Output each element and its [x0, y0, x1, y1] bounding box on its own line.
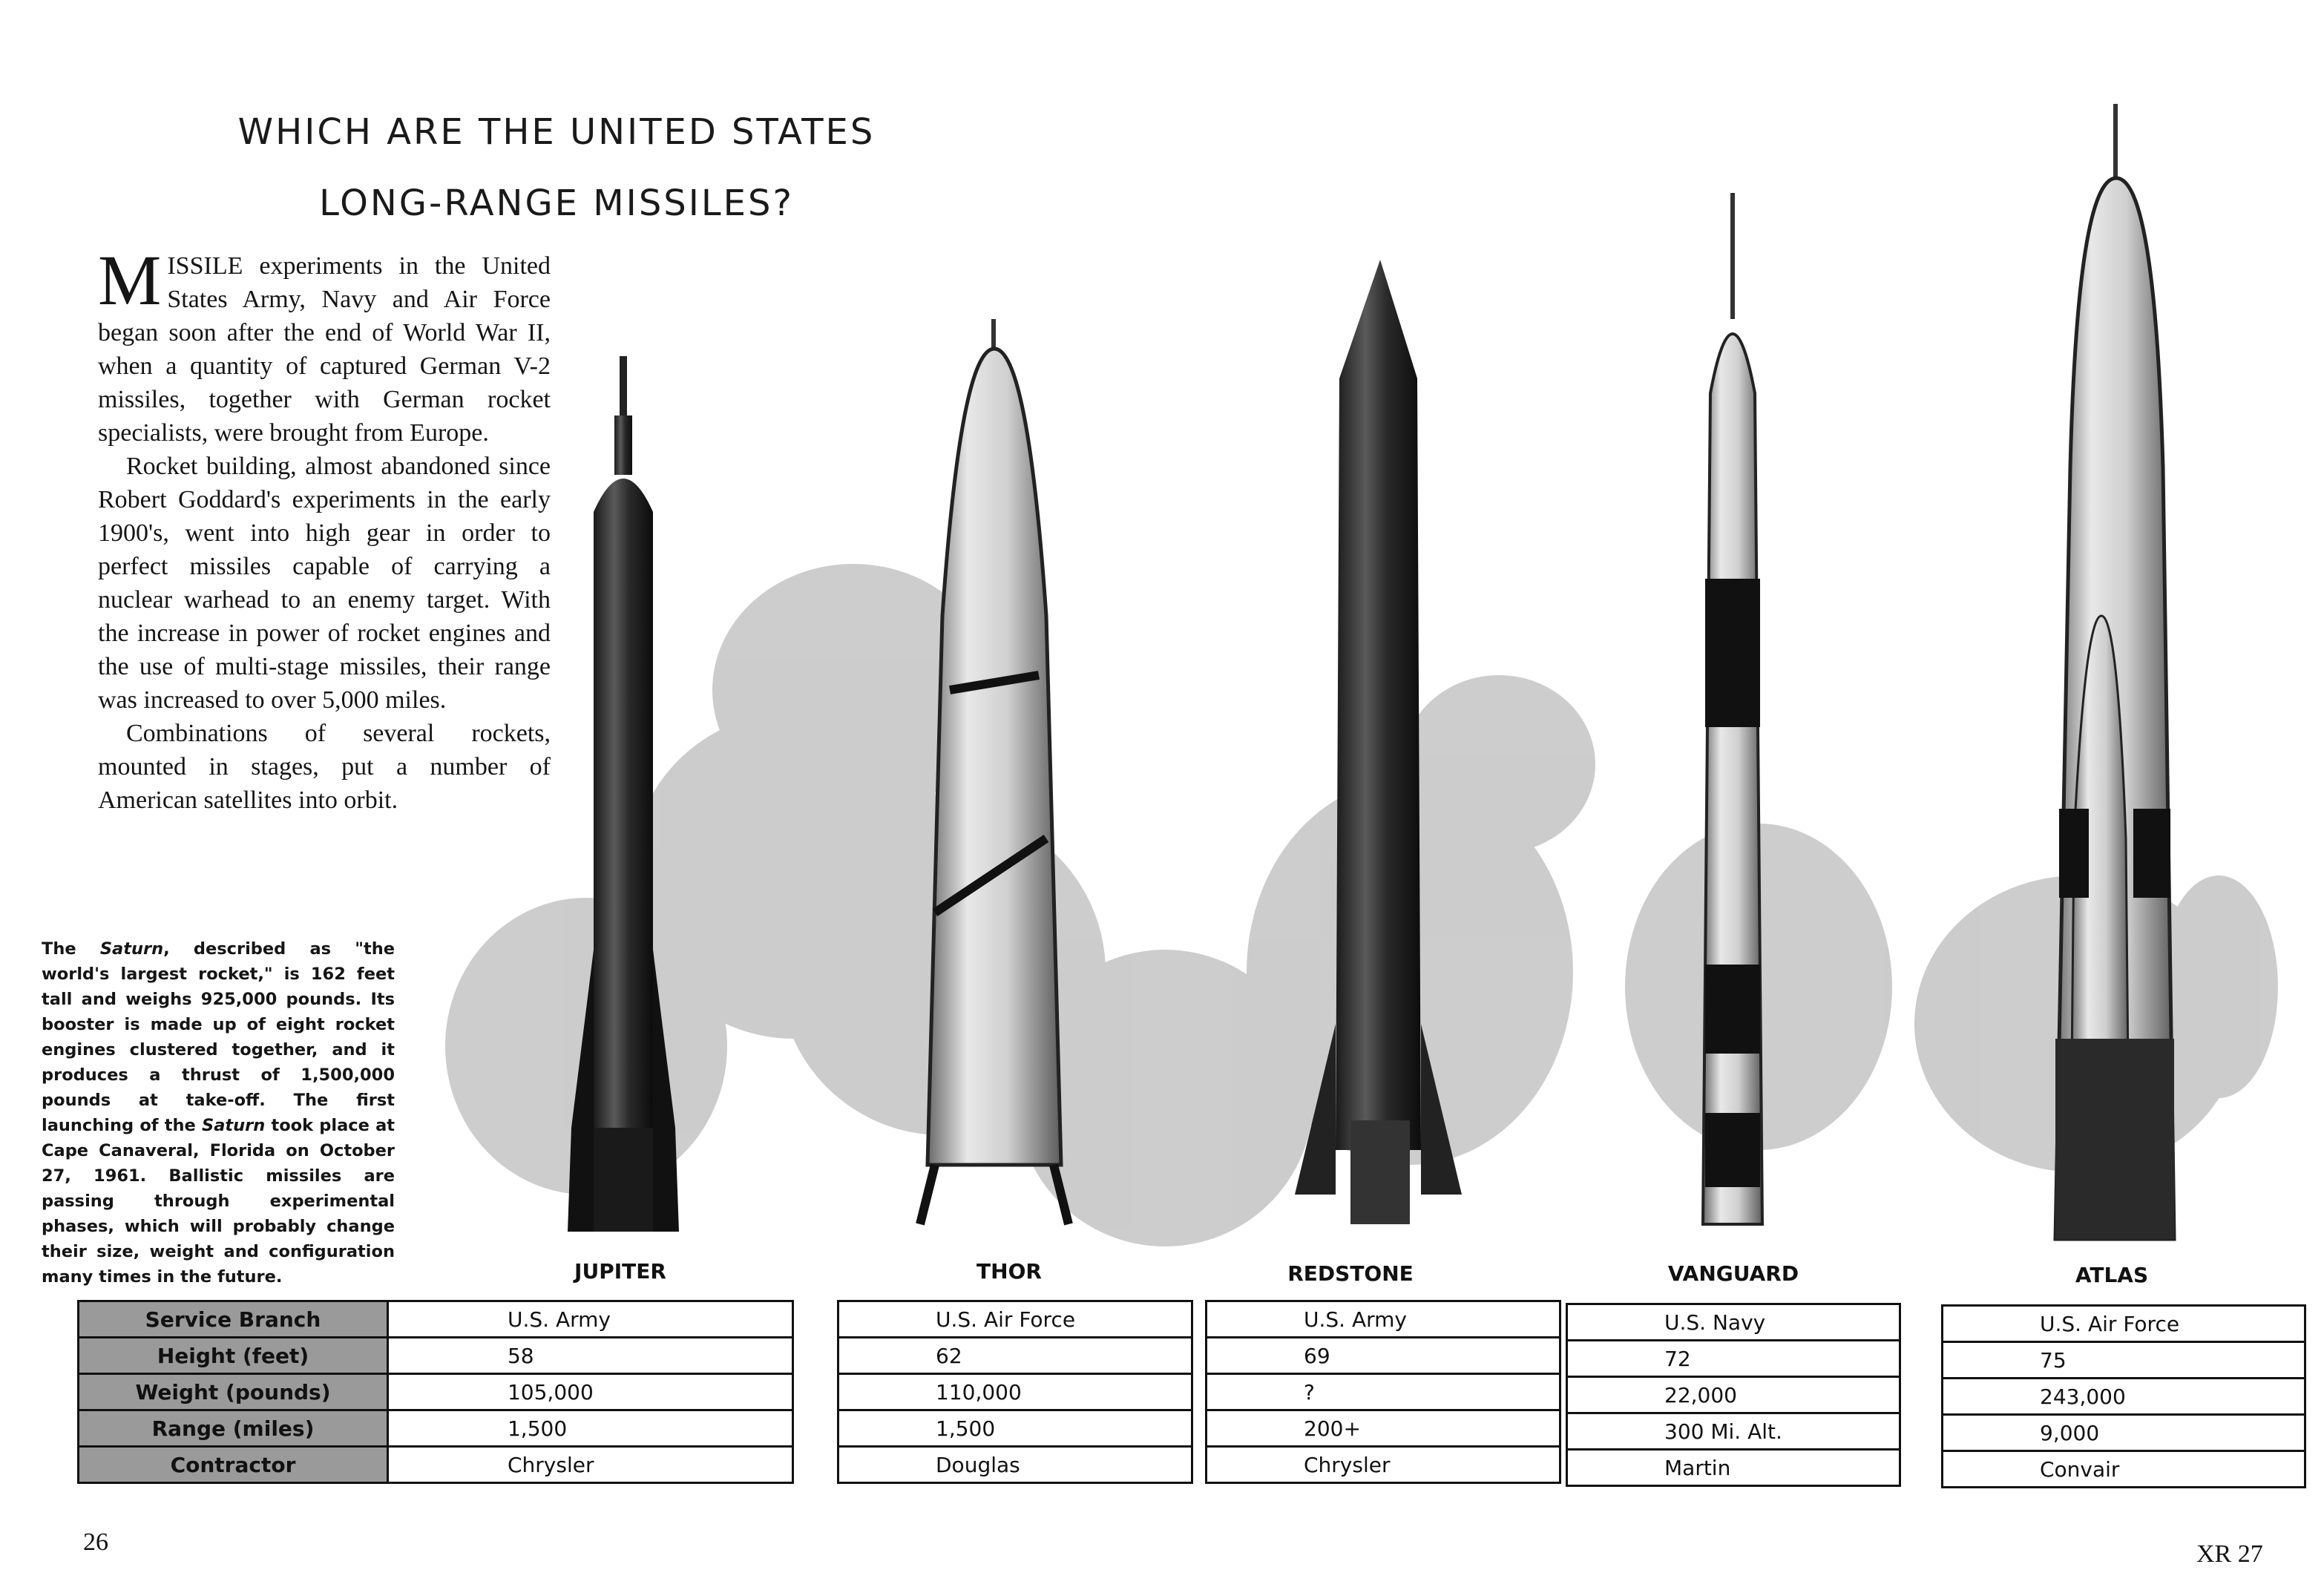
missile-illustration	[423, 96, 2278, 1246]
table-row: 110,000	[838, 1374, 1192, 1410]
saturn-caption: The Saturn, described as "the world's largest rocket," is 162 feet tall and weighs 925,000 pounds. Its booster is made up of eight rocket engines clustered together, and it produces a thrust of 1,500,000 pounds at take-off. The first launching of the Saturn took place at Cape Canaveral, Florida on October 27, 1961. Ballistic missiles are passing through experimental phases, which will probably change their size, weight and configuration many times in the future.	[42, 939, 395, 1287]
table-row: 62	[838, 1338, 1192, 1374]
table-row: U.S. Army	[1207, 1301, 1560, 1338]
table-row: Douglas	[838, 1447, 1192, 1483]
title-line-2: LONG-RANGE MISSILES?	[319, 183, 794, 224]
table-row: Contractor Chrysler	[79, 1447, 793, 1483]
intro-paragraph-2: Rocket building, almost abandoned since Robert Goddard's experiments in the early 1900's, went into high gear in order to perfect missiles capable of carrying a nuclear warhead to an enemy target. With the increase in power of rocket engines and the use of multi-stage missiles, their range was increased to over 5,000 miles.	[98, 453, 551, 714]
missile-name-redstone: REDSTONE	[1287, 1261, 1414, 1286]
atlas-rocket	[2055, 104, 2174, 1239]
table-row: 1,500	[838, 1410, 1192, 1447]
spec-table-jupiter	[77, 1300, 794, 1484]
page-number-right: XR 27	[2196, 1540, 2263, 1568]
table-row: ?	[1207, 1374, 1560, 1410]
table-row: Weight (pounds) 105,000	[79, 1374, 793, 1410]
table-row: U.S. Air Force	[1943, 1306, 2305, 1342]
table-row: 200+	[1207, 1410, 1560, 1447]
table-row: 69	[1207, 1338, 1560, 1374]
missile-name-thor: THOR	[976, 1259, 1042, 1284]
missile-name-vanguard: VANGUARD	[1667, 1261, 1799, 1286]
table-row: U.S. Air Force	[838, 1301, 1192, 1338]
table-row: 300 Mi. Alt.	[1567, 1413, 1900, 1450]
thor-rocket	[920, 319, 1069, 1224]
table-row: 75	[1943, 1342, 2305, 1379]
table-row: Service Branch U.S. Army	[79, 1301, 793, 1338]
title-line-1: WHICH ARE THE UNITED STATES	[237, 111, 876, 153]
table-row: 243,000	[1943, 1379, 2305, 1415]
table-row: Convair	[1943, 1451, 2305, 1488]
missile-name-atlas: ATLAS	[2075, 1263, 2149, 1287]
table-row: Martin	[1567, 1450, 1900, 1486]
intro-paragraph-3: Combinations of several rockets, mounted in stages, put a number of American satellites into orbit.	[98, 720, 551, 814]
missile-name-jupiter: JUPITER	[574, 1259, 666, 1284]
drop-cap: M	[98, 240, 162, 320]
spec-table-thor	[837, 1300, 1193, 1484]
table-row: Range (miles) 1,500	[79, 1410, 793, 1447]
page-number-left: 26	[83, 1528, 108, 1556]
table-row: U.S. Navy	[1567, 1304, 1900, 1341]
table-row: Chrysler	[1207, 1447, 1560, 1483]
table-row: Height (feet) 58	[79, 1338, 793, 1374]
spec-table-atlas	[1941, 1304, 2306, 1488]
intro-paragraph-1: MISSILE experiments in the United States Army, Navy and Air Force began soon after the end of World War II, when a quantity of captured German V-2 missiles, together with German rocket specialists, were brought from Europe.	[98, 240, 551, 447]
table-row: 9,000	[1943, 1415, 2305, 1451]
vanguard-rocket	[1703, 193, 1762, 1224]
spec-table-redstone	[1205, 1300, 1561, 1484]
spec-table-vanguard	[1566, 1303, 1901, 1487]
table-row: 22,000	[1567, 1377, 1900, 1413]
table-row: 72	[1567, 1341, 1900, 1377]
